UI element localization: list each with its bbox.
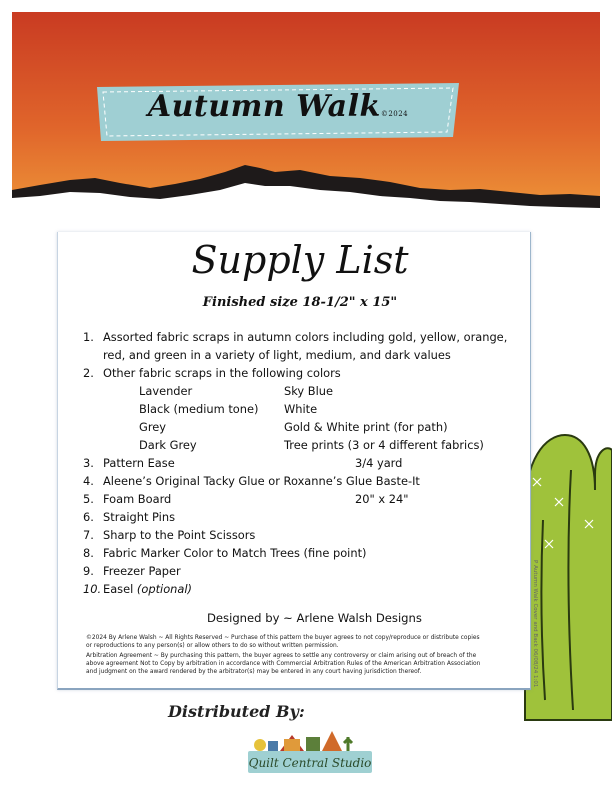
item-text (103, 582, 192, 596)
item-quantity: 3/4 yard (355, 456, 403, 470)
legal-line: and judgment on the award rendered by the arbitrator(s) may be entered in any court having jurisdiction thereof. (86, 669, 422, 675)
item-text: red, and green in a variety of light, medium, and dark values (103, 348, 451, 362)
item-number: 9. (83, 564, 94, 578)
item-number: 6. (83, 510, 94, 524)
color-left: Black (medium tone) (139, 402, 259, 416)
color-right: Gold & White print (for path) (284, 420, 448, 434)
item-number: 2. (83, 366, 94, 380)
item-number: 1. (83, 330, 94, 344)
distributed-by-label: Distributed By: (168, 702, 305, 721)
quilt-central-studio-logo (240, 725, 380, 785)
pattern-title (97, 89, 459, 124)
item-text: Other fabric scraps in the following colors (103, 366, 341, 380)
color-left: Dark Grey (139, 438, 197, 452)
title-banner (97, 83, 459, 141)
item-label: Easel (103, 582, 134, 596)
item-text: Fabric Marker Color to Match Trees (fine point) (103, 546, 367, 560)
finished-size: Finished size 18-1/2" x 15" (202, 295, 398, 310)
item-text: Straight Pins (103, 510, 175, 524)
item-text: Freezer Paper (103, 564, 181, 578)
color-right: White (284, 402, 318, 416)
supply-list-heading: Supply List (191, 238, 409, 282)
item-text: Foam Board (103, 492, 172, 506)
color-left: Lavender (139, 384, 193, 398)
item-text: Pattern Ease (103, 456, 175, 470)
legal-line: above agreement Not to Copy by arbitration in accordance with Commercial Arbitration Rules of the American Arbitration Association (86, 661, 481, 667)
item-note: (optional) (136, 582, 192, 596)
legal-line: Arbitration Agreement ~ By purchasing this pattern, the buyer agrees to settle any controversy or claim arising out of breach of the (86, 653, 477, 659)
title-copyright: ©2024 (380, 110, 409, 118)
legal-line: or reproductions to any person(s) or allow others to do so without written permission. (86, 643, 339, 649)
item-number: 5. (83, 492, 94, 506)
pattern-title-text: Autumn Walk (147, 89, 381, 124)
item-text: Assorted fabric scraps in autumn colors including gold, yellow, orange, (103, 330, 508, 344)
side-file-note-text: P Autumn Walk Cover and Back 06/08/24 1:01 (532, 560, 538, 688)
item-quantity: 20" x 24" (355, 492, 409, 506)
item-number: 10. (83, 582, 102, 596)
designer-credit: Designed by ~ Arlene Walsh Designs (207, 611, 422, 625)
color-right: Tree prints (3 or 4 different fabrics) (284, 438, 484, 452)
item-number: 7. (83, 528, 94, 542)
side-file-note (525, 560, 537, 700)
color-left: Grey (139, 420, 167, 434)
color-right: Sky Blue (284, 384, 333, 398)
item-text: Sharp to the Point Scissors (103, 528, 256, 542)
logo-text: Quilt Central Studio (248, 756, 372, 770)
item-number: 8. (83, 546, 94, 560)
item-text: Aleene’s Original Tacky Glue or Roxanne’s Glue Baste-It (103, 474, 420, 488)
item-number: 3. (83, 456, 94, 470)
item-number: 4. (83, 474, 94, 488)
legal-line: ©2024 By Arlene Walsh ~ All Rights Reserved ~ Purchase of this pattern the buyer agrees to not copy/reproduce or distribute copies (86, 635, 480, 641)
